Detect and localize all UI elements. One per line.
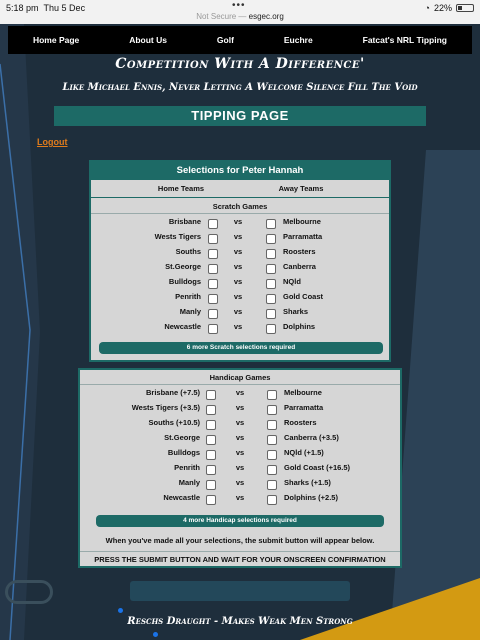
submit-button-placeholder bbox=[130, 581, 350, 601]
home-team-label: Penrith bbox=[175, 292, 201, 301]
home-team-checkbox[interactable] bbox=[208, 324, 218, 334]
submit-instruction: When you've made all your selections, the submit button will appear below. bbox=[105, 536, 375, 545]
address-bar[interactable]: Not Secure — esgec.org bbox=[196, 12, 284, 21]
away-team-checkbox[interactable] bbox=[267, 435, 277, 445]
vs-label: vs bbox=[233, 232, 243, 241]
home-team-label: Souths (+10.5) bbox=[148, 418, 200, 427]
away-team-checkbox[interactable] bbox=[267, 405, 277, 415]
vs-label: vs bbox=[233, 217, 243, 226]
game-row bbox=[80, 418, 400, 433]
away-team-label: Canberra bbox=[283, 262, 316, 271]
home-team-label: St.George bbox=[164, 433, 200, 442]
selections-title: Selections for Peter Hannah bbox=[91, 162, 389, 180]
away-team-checkbox[interactable] bbox=[267, 450, 277, 460]
home-team-label: Wests Tigers (+3.5) bbox=[131, 403, 200, 412]
home-team-label: Penrith bbox=[174, 463, 200, 472]
handicap-selections-panel bbox=[78, 368, 402, 568]
page-title: TIPPING PAGE bbox=[54, 106, 426, 126]
home-team-label: Manly bbox=[178, 478, 200, 487]
game-row bbox=[91, 277, 389, 292]
nav-about[interactable]: About Us bbox=[129, 35, 167, 45]
away-team-label: Sharks (+1.5) bbox=[284, 478, 331, 487]
game-row bbox=[80, 403, 400, 418]
home-team-label: Newcastle bbox=[164, 322, 201, 331]
game-row bbox=[80, 448, 400, 463]
home-team-checkbox[interactable] bbox=[208, 249, 218, 259]
battery-icon bbox=[456, 4, 474, 12]
home-team-checkbox[interactable] bbox=[206, 420, 216, 430]
away-teams-header: Away Teams bbox=[278, 184, 324, 193]
away-team-checkbox[interactable] bbox=[267, 495, 277, 505]
vs-label: vs bbox=[233, 307, 243, 316]
game-row bbox=[91, 232, 389, 247]
scroll-bubble bbox=[5, 580, 53, 604]
vs-label: vs bbox=[235, 448, 245, 457]
battery-level: 22% bbox=[433, 3, 452, 13]
vs-label: vs bbox=[233, 292, 243, 301]
game-row bbox=[80, 493, 400, 508]
column-headers bbox=[91, 180, 389, 198]
away-team-checkbox[interactable] bbox=[267, 465, 277, 475]
game-row bbox=[80, 433, 400, 448]
game-row bbox=[91, 292, 389, 307]
site-subheadline: Like Michael Ennis, Never Letting A Welcome Silence Fill The Void bbox=[62, 82, 418, 93]
text-selection-handle-start[interactable] bbox=[118, 608, 123, 613]
away-team-checkbox[interactable] bbox=[267, 480, 277, 490]
vs-label: vs bbox=[235, 403, 245, 412]
away-team-label: Canberra (+3.5) bbox=[284, 433, 339, 442]
home-team-checkbox[interactable] bbox=[208, 279, 218, 289]
home-team-checkbox[interactable] bbox=[206, 390, 216, 400]
background-line bbox=[0, 24, 40, 640]
away-team-checkbox[interactable] bbox=[266, 234, 276, 244]
away-team-label: NQld (+1.5) bbox=[284, 448, 324, 457]
away-team-checkbox[interactable] bbox=[266, 264, 276, 274]
home-team-label: Wests Tigers bbox=[154, 232, 201, 241]
nav-home[interactable]: Home Page bbox=[32, 35, 80, 45]
away-team-checkbox[interactable] bbox=[267, 390, 277, 400]
home-teams-header: Home Teams bbox=[157, 184, 205, 193]
away-team-label: Parramatta bbox=[284, 403, 324, 412]
scratch-required-badge: 6 more Scratch selections required bbox=[99, 342, 383, 354]
handicap-required-badge: 4 more Handicap selections required bbox=[96, 515, 384, 527]
game-row bbox=[80, 463, 400, 478]
vs-label: vs bbox=[235, 418, 245, 427]
background-shape-right bbox=[390, 150, 480, 640]
ios-status-bar bbox=[0, 0, 480, 24]
away-team-checkbox[interactable] bbox=[267, 420, 277, 430]
home-team-label: Brisbane (+7.5) bbox=[146, 388, 200, 397]
home-team-checkbox[interactable] bbox=[206, 465, 216, 475]
vs-label: vs bbox=[233, 322, 243, 331]
home-team-label: Souths bbox=[175, 247, 201, 256]
away-team-label: Melbourne bbox=[283, 217, 321, 226]
game-row bbox=[91, 247, 389, 262]
submit-warning: PRESS THE SUBMIT BUTTON AND WAIT FOR YOUR ONSCREEN CONFIRMATION bbox=[80, 551, 400, 564]
game-row bbox=[91, 262, 389, 277]
home-team-checkbox[interactable] bbox=[206, 450, 216, 460]
away-team-checkbox[interactable] bbox=[266, 294, 276, 304]
nav-euchre[interactable]: Euchre bbox=[283, 35, 313, 45]
home-team-checkbox[interactable] bbox=[208, 219, 218, 229]
away-team-label: Dolphins bbox=[283, 322, 316, 331]
scratch-section-header: Scratch Games bbox=[91, 199, 389, 214]
vs-label: vs bbox=[235, 388, 245, 397]
handicap-section-header: Handicap Games bbox=[80, 370, 400, 385]
main-nav bbox=[8, 26, 472, 54]
status-time: 5:18 pm Thu 5 Dec bbox=[6, 3, 86, 13]
away-team-label: Dolphins (+2.5) bbox=[284, 493, 338, 502]
status-right bbox=[425, 3, 474, 13]
vs-label: vs bbox=[233, 277, 243, 286]
nav-nrl-tipping[interactable]: Fatcat's NRL Tipping bbox=[362, 35, 447, 45]
home-team-checkbox[interactable] bbox=[206, 405, 216, 415]
home-team-checkbox[interactable] bbox=[208, 234, 218, 244]
home-team-checkbox[interactable] bbox=[206, 435, 216, 445]
footer-slogan: Reschs Draught - Makes Weak Men Strong bbox=[127, 616, 353, 627]
logout-link[interactable]: Logout bbox=[37, 137, 68, 147]
text-selection-handle-end[interactable] bbox=[153, 632, 158, 637]
home-team-checkbox[interactable] bbox=[208, 264, 218, 274]
vs-label: vs bbox=[233, 262, 243, 271]
home-team-label: Brisbane bbox=[168, 217, 201, 226]
game-row bbox=[91, 307, 389, 322]
away-team-label: Melbourne bbox=[284, 388, 322, 397]
game-row bbox=[80, 478, 400, 493]
nav-golf[interactable]: Golf bbox=[216, 35, 234, 45]
away-team-checkbox[interactable] bbox=[266, 324, 276, 334]
vs-label: vs bbox=[235, 463, 245, 472]
home-team-label: Newcastle bbox=[163, 493, 200, 502]
vs-label: vs bbox=[235, 433, 245, 442]
game-row bbox=[91, 217, 389, 232]
away-team-checkbox[interactable] bbox=[266, 219, 276, 229]
vs-label: vs bbox=[235, 478, 245, 487]
game-row bbox=[91, 322, 389, 337]
site-headline: Competition With A Difference' bbox=[115, 56, 365, 72]
game-row bbox=[80, 388, 400, 403]
home-team-checkbox[interactable] bbox=[206, 495, 216, 505]
home-team-label: St.George bbox=[165, 262, 201, 271]
home-team-checkbox[interactable] bbox=[208, 309, 218, 319]
away-team-label: Gold Coast bbox=[283, 292, 324, 301]
vs-label: vs bbox=[235, 493, 245, 502]
away-team-label: NQld bbox=[283, 277, 301, 286]
away-team-checkbox[interactable] bbox=[266, 309, 276, 319]
away-team-label: Sharks bbox=[283, 307, 309, 316]
wifi-icon: ◔ bbox=[424, 3, 430, 13]
away-team-checkbox[interactable] bbox=[266, 279, 276, 289]
away-team-label: Roosters bbox=[284, 418, 317, 427]
away-team-label: Parramatta bbox=[283, 232, 323, 241]
home-team-label: Manly bbox=[179, 307, 201, 316]
away-team-label: Roosters bbox=[283, 247, 316, 256]
home-team-label: Bulldogs bbox=[167, 448, 200, 457]
home-team-checkbox[interactable] bbox=[208, 294, 218, 304]
browser-tab-dots[interactable]: ••• bbox=[232, 0, 246, 11]
vs-label: vs bbox=[233, 247, 243, 256]
away-team-label: Gold Coast (+16.5) bbox=[284, 463, 351, 472]
home-team-label: Bulldogs bbox=[168, 277, 201, 286]
scratch-selections-panel bbox=[89, 160, 391, 362]
home-team-checkbox[interactable] bbox=[206, 480, 216, 490]
away-team-checkbox[interactable] bbox=[266, 249, 276, 259]
